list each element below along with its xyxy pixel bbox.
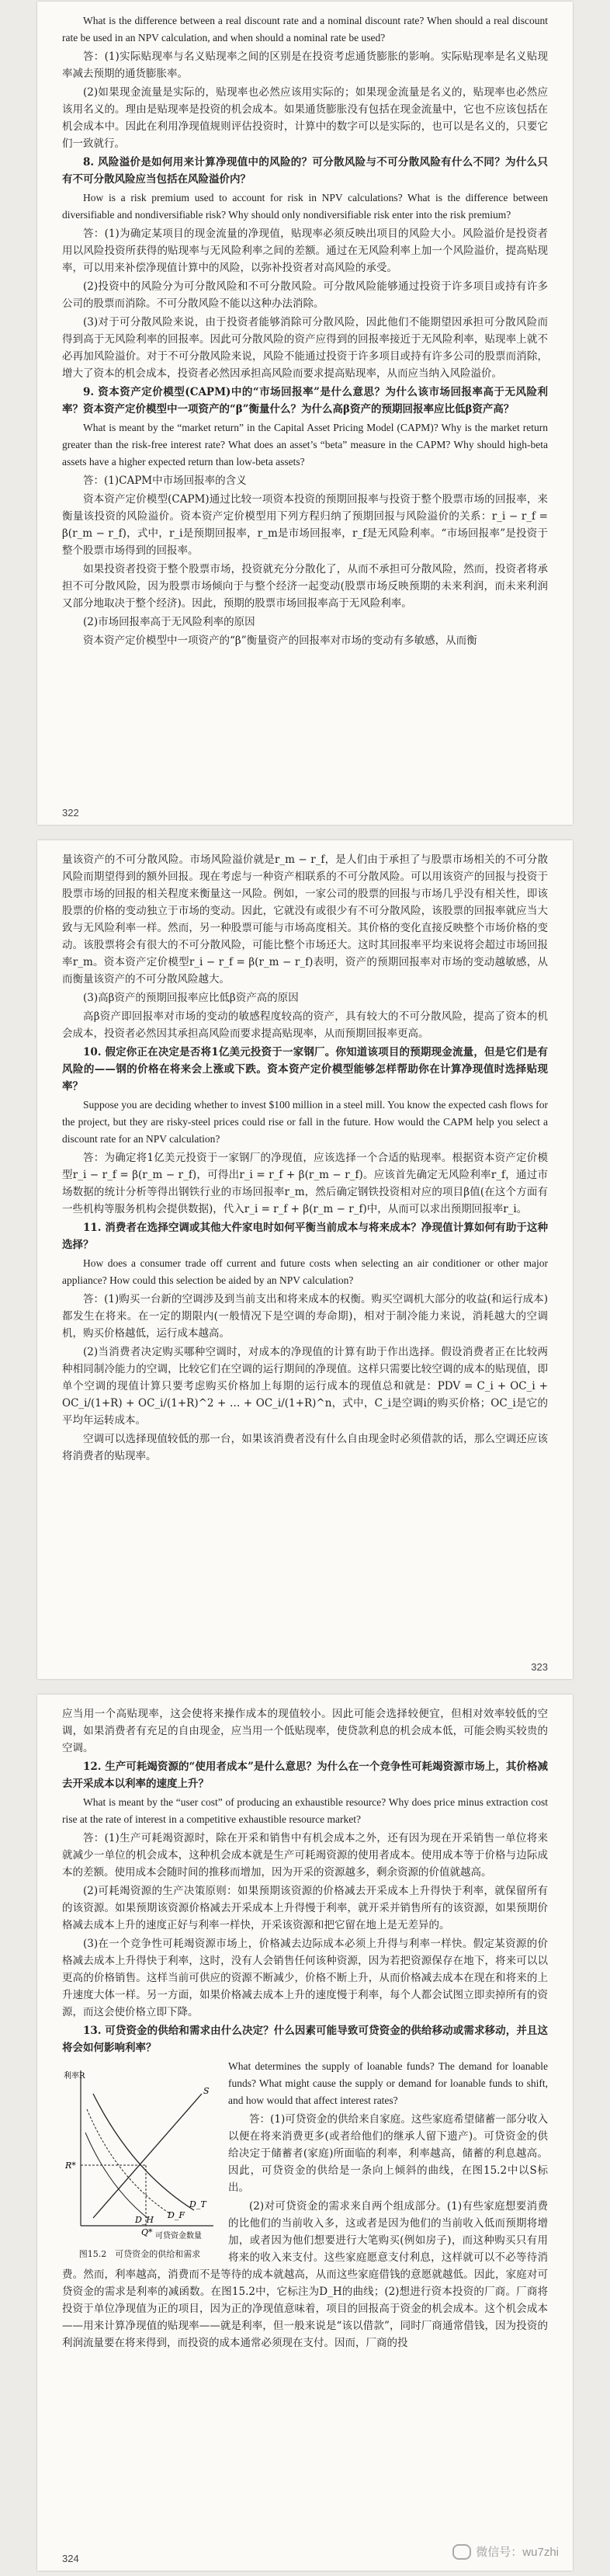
- answer-para: (2)如果现金流量是实际的，贴现率也必然应该用实际的；如果现金流量是名义的，贴现率也必然应该用名义的。理由是贴现率是投资的机会成本。如果通货膨胀没有包括在现金流量中，它也不应该包括在机会成本中。因此在利用净现值规则评估投资时，计算中的数字可以是实际的，也可以是名义的，只要它们一致就行。: [62, 86, 548, 150]
- figure-caption: 图15.2 可贷资金的供给和需求: [78, 2249, 201, 2259]
- y-axis-label: 利率R: [64, 2072, 85, 2081]
- answer-para: (3)在一个竞争性可耗竭资源市场上，价格减去边际成本必须上升得与利率一样快。假定某资源的价格减去成本上升得快于利率，这时，没有人会销售任何该种资源，因为若把资源保存在地下，将来可以以更高的价格销售。这样当前可供应的资源不断减少，价格不断上升，从而价格减去成本在现在和将来的上升速度大体一样。另一方面，如果价格减去成本上升的速度慢于利率，每个人都会试图立即卖掉所有的资源，而这会使价格立即下降。: [62, 1938, 548, 2018]
- question-heading: 11. 消费者在选择空调或其他大件家电时如何平衡当前成本与将来成本？净现值计算如何有助于这种选择？: [62, 1222, 548, 1251]
- x-axis-label: 可贷资金数量: [155, 2232, 202, 2241]
- wechat-icon: [452, 2544, 471, 2560]
- page-number: 323: [531, 1661, 548, 1673]
- answer-para: 答：(1)CAPM中市场回报率的含义: [83, 475, 247, 487]
- answer-para: (2)投资中的风险分为可分散风险和不可分散风险。可分散风险能够通过投资于许多项目或持有许多公司的股票而消除。不可分散风险不能以这种办法消除。: [62, 280, 548, 310]
- page-number: 324: [62, 2553, 79, 2564]
- page-number: 322: [62, 807, 79, 819]
- answer-para: (3)对于可分散风险来说，由于投资者能够消除可分散风险，因此他们不能期望因承担可分散风险而得到高于无风险利率的回报率。因此可分散风险的资产应得到的回报率接近于无风险利率，贴现率上就不必再加风险溢价。对于不可分散风险来说，风险不能通过投资于许多项目或持有许多公司的股票而消除，增大了资本的机会成本，投资者必然因承担高风险而要求提高贴现率，从而应当纳入风险溢价。: [62, 316, 548, 380]
- label-df: D_F: [168, 2210, 185, 2220]
- question-en: How is a risk premium used to account for risk in NPV calculations? What is the difference between diversifiable and nondiversifiable risk? Why should only nondiversifiable risk enter into the risk premium?: [62, 192, 548, 221]
- label-rstar: R*: [65, 2161, 76, 2171]
- supply-demand-diagram: [62, 2063, 217, 2243]
- answer-para: 答：(1)生产可耗竭资源时，除在开采和销售中有机会成本之外，还有因为现在开采销售一单位将来就减少一单位的机会成本，这种机会成本就是生产可耗竭资源的使用者成本。使用成本等于价格与边际成本的差额。使用成本会随时间的推移而增加，因为开采的资源越多，剩余资源的价值就越高。: [62, 1832, 548, 1879]
- question-en: How does a consumer trade off current and future costs when selecting an air conditioner or other major appliance? How could this selection be aided by an NPV calculation?: [62, 1257, 548, 1286]
- page-3: [37, 1695, 573, 2571]
- label-qstar: Q*: [141, 2227, 153, 2237]
- answer-para: (2)对可贷资金的需求来自两个组成部分。(1)有些家庭想要消费的比他们的当前收入多，这或者是因为他们的当前收入低而预期将增加，或者因为他们想要进行大笔购买(例如房子)，而这种购买只有用将来的收入来支付。这些家庭愿意支付利息，这样就可以不必等待消费。然而，利率越高，消费而不是等待的成本就越高，从而这些家庭借钱的意愿就越低。因此，家庭对可贷资金的需求是利率的减函数。在图15.2中，它标注为D_H的曲线；(2)想进行资本投资的厂商。厂商将投资于单位净现值为正的项目，因为正的净现值意味着，项目的回报高于资金的机会成本。这个机会成本——用来计算净现值的贴现率——就是利率，但一般来说是“该以借款”，同时厂商通常借钱，因为投资的利润流量要在将来得到，而投资的成本通常必须现在支付。因而，厂商的投: [62, 2200, 548, 2349]
- answer-para: 答：(1)购买一台新的空调涉及到当前支出和将来成本的权衡。购买空调机大部分的收益(和运行成本)都发生在将来。在一定的期限内(一般情况下是空调的寿命期)，相对于制冷能力来说，消耗越大的空调机，购买价格越低，运行成本越高。: [62, 1293, 548, 1340]
- question-heading: 8. 风险溢价是如何用来计算净现值中的风险的？可分散风险与不可分散风险有什么不同？为什么只有不可分散风险应当包括在风险溢价内？: [62, 156, 548, 186]
- question-en: Suppose you are deciding whether to invest $100 million in a steel mill. You know the expected cash flows for the project, but they are risky-steel prices could rise or fall in the future. How would the CAPM help you select a discount rate for an NPV calculation?: [62, 1099, 548, 1145]
- question-en: What is meant by the “market return” in the Capital Asset Pricing Model (CAPM)? Why is the market return greater than the risk-free interest rate? What does an asset’s “beta” measure in the CAPM? Why should high-beta assets have a higher expected return than low-beta assets?: [62, 422, 548, 468]
- answer-para: 量该资产的不可分散风险。市场风险溢价就是r_m − r_f，是人们由于承担了与股票市场相关的不可分散风险而期望得到的额外回报。现在考虑与一种资产相联系的不可分散风险。可以用该资产的回报与投资于股票市场的回报的相关程度来衡量这一风险。例如，一家公司的股票的回报与市场几乎没有相关性，即该股票的价格的变动独立于市场的变动。因此，它就没有或很少有不可分散风险，该股票的回报率就应当大致与无风险利率一样。然而，另一种股票可能与市场高度相关。其价格的变化直接反映整个市场价格的变动。该股票将会有很大的不可分散风险，可能比整个市场还大。这时其回报率平均来说将会超过市场回报率r_m。资本资产定价模型r_i − r_f = β(r_m − r_f)表明，资产的预期回报率对市场的变动越敏感，从而衡量该资产的不可分散风险越大。: [62, 853, 548, 986]
- watermark: [452, 2543, 559, 2560]
- label-dh: D_H: [135, 2215, 154, 2225]
- question-heading: 10. 假定你正在决定是否将1亿美元投资于一家钢厂。你知道该项目的预期现金流量，但是它们是有风险的——钢的价格在将来会上涨或下跌。资本资产定价模型能够怎样帮助你在计算净现值时选择贴现率？: [62, 1046, 548, 1093]
- answer-para: (3)高β资产的预期回报率应比低β资产高的原因: [83, 992, 299, 1004]
- label-dt: D_T: [189, 2199, 206, 2209]
- page-1: [37, 2, 573, 825]
- answer-para: (2)市场回报率高于无风险利率的原因: [83, 616, 255, 628]
- answer-para: 资本资产定价模型中一项资产的“β”衡量资产的回报率对市场的变动有多敏感，从而衡: [83, 634, 477, 647]
- page-2: [37, 840, 573, 1679]
- question-heading: 9. 资本资产定价模型(CAPM)中的“市场回报率”是什么意思？为什么该市场回报率高于无风险利率？资本资产定价模型中一项资产的“β”衡量什么？为什么高β资产的预期回报率应比低β资产高？: [62, 386, 548, 415]
- answer-para: 应当用一个高贴现率，这会使将来操作成本的现值较小。因此可能会选择较便宜，但相对效率较低的空调，如果消费者有充足的自由现金，应当用一个低贴现率，使贷款利息的机会成本低，可能会购买较贵的空调。: [62, 1708, 548, 1754]
- answer-para: 答：(1)可贷资金的供给来自家庭。这些家庭希望储蓄一部分收入以便在将来消费更多(或者给他们的继承人留下遗产)。可贷资金的供给决定于储蓄者(家庭)所面临的利率，利率越高，储蓄的利息越高。因此，可贷资金的供给是一条向上倾斜的曲线，在图15.2中以S标出。: [228, 2113, 548, 2194]
- intro-question-en: What is the difference between a real discount rate and a nominal discount rate? When should a real discount rate be used in an NPV calculation, and when should a nominal rate be used?: [62, 15, 548, 43]
- question-heading: 12. 生产可耗竭资源的“使用者成本”是什么意思？为什么在一个竞争性可耗竭资源市场上，其价格减去开采成本以利率的速度上升？: [62, 1761, 548, 1790]
- answer-para: 空调可以选择现值较低的那一台，如果该消费者没有什么自由现金时必须借款的话，那么空调还应该将消费者的贴现率。: [62, 1433, 548, 1462]
- answer-para: 答：为确定将1亿美元投资于一家钢厂的净现值，应该选择一个合适的贴现率。根据资本资产定价模型r_i − r_f = β(r_m − r_f)，可得出r_i = r_f + β(r_m − r_f)。应该首先确定无风险利率r_f，通过市场数据的统计分析等得出钢铁行业的市场回报率r_m，然后确定钢铁投资相对应的项目β值(在这个方面有一些机构等服务机构会提供数据)，代入r_i = r_f + β(r_m − r_f)中，从而可以求出预期回报率r_i。: [62, 1152, 548, 1215]
- answer-para: (2)可耗竭资源的生产决策原则：如果预期该资源的价格减去开采成本上升得快于利率，就保留所有的该资源。如果预期该资源价格减去开采成本上升得慢于利率，就开采并销售所有的该资源，如果预期价格减去成本上升的速度正好与利率一样快，开采该资源和把它留在地上是无差异的。: [62, 1885, 548, 1931]
- answer-para: (2)当消费者决定购买哪种空调时，对成本的净现值的计算有助于作出选择。假设消费者正在比较两种相同制冷能力的空调，比较它们在空调的运行期间的净现值。这样只需要比较空调的成本的贴现值，即单个空调的现值计算只要考虑购买价格加上每期的运行成本的现值总和就是：PDV = C_i + OC_i + OC_i/(1+R) + OC_i/(1+R)^2 + … + OC_i/(1+R)^n，式中，C_i是空调i的购买价格；OC_i是它的平均年运转成本。: [62, 1346, 548, 1427]
- loanable-funds-figure: [62, 2063, 217, 2257]
- answer-para: 资本资产定价模型(CAPM)通过比较一项资本投资的预期回报率与投资于整个股票市场的回报率，来衡量该投资的风险溢价。资本资产定价模型用下列方程归纳了预期回报与风险溢价的关系：r_i − r_f = β(r_m − r_f)，式中，r_i是预期回报率，r_m是市场回报率，r_f是无风险利率。“市场回报率”是投资于整个股票市场得到的回报率。: [62, 493, 548, 557]
- demand-households-curve: [85, 2133, 147, 2218]
- label-s: S: [203, 2086, 210, 2096]
- question-en: What determines the supply of loanable funds? The demand for loanable funds? What might cause the supply or demand for loanable funds to shift, and how would that affect interest rates?: [228, 2060, 548, 2106]
- answer-para: 答：(1)实际贴现率与名义贴现率之间的区别是在投资考虑通货膨胀的影响。实际贴现率是名义贴现率减去预期的通货膨胀率。: [62, 50, 548, 80]
- question-heading: 13. 可贷资金的供给和需求由什么决定？什么因素可能导致可贷资金的供给移动或需求移动，并且这将会如何影响利率？: [62, 2025, 548, 2054]
- answer-para: 高β资产即回报率对市场的变动的敏感程度较高的资产，具有较大的不可分散风险，提高了资本的机会成本，投资者必然因其承担高风险而要求提高贴现率，从而预期回报率更高。: [62, 1010, 548, 1040]
- supply-curve: [93, 2094, 202, 2218]
- watermark-text: 微信号：wu7zhi: [476, 2546, 559, 2559]
- answer-para: 答：(1)为确定某项目的现金流量的净现值，贴现率必须反映出项目的风险大小。风险溢价是投资者用以风险投资所获得的贴现率与无风险利率之间的差额。通过在无风险利率上加一个风险溢价，提高贴现率，可以用来补偿净现值计算中的风险，以弥补投资者对高风险的承受。: [62, 228, 548, 274]
- answer-para: 如果投资者投资于整个股票市场，投资就充分分散化了，从而不承担可分散风险，然而，投资者将承担不可分散风险，因为股票市场倾向于与整个经济一起变动(股票市场反映预期的未来利润，而未来利润又部分地取决于整个经济)。因此，预期的股票市场回报率高于无风险利率。: [62, 563, 548, 610]
- question-en: What is meant by the “user cost” of producing an exhaustible resource? Why does price minus extraction cost rise at the rate of interest in a competitive exhaustible resource market?: [62, 1796, 548, 1825]
